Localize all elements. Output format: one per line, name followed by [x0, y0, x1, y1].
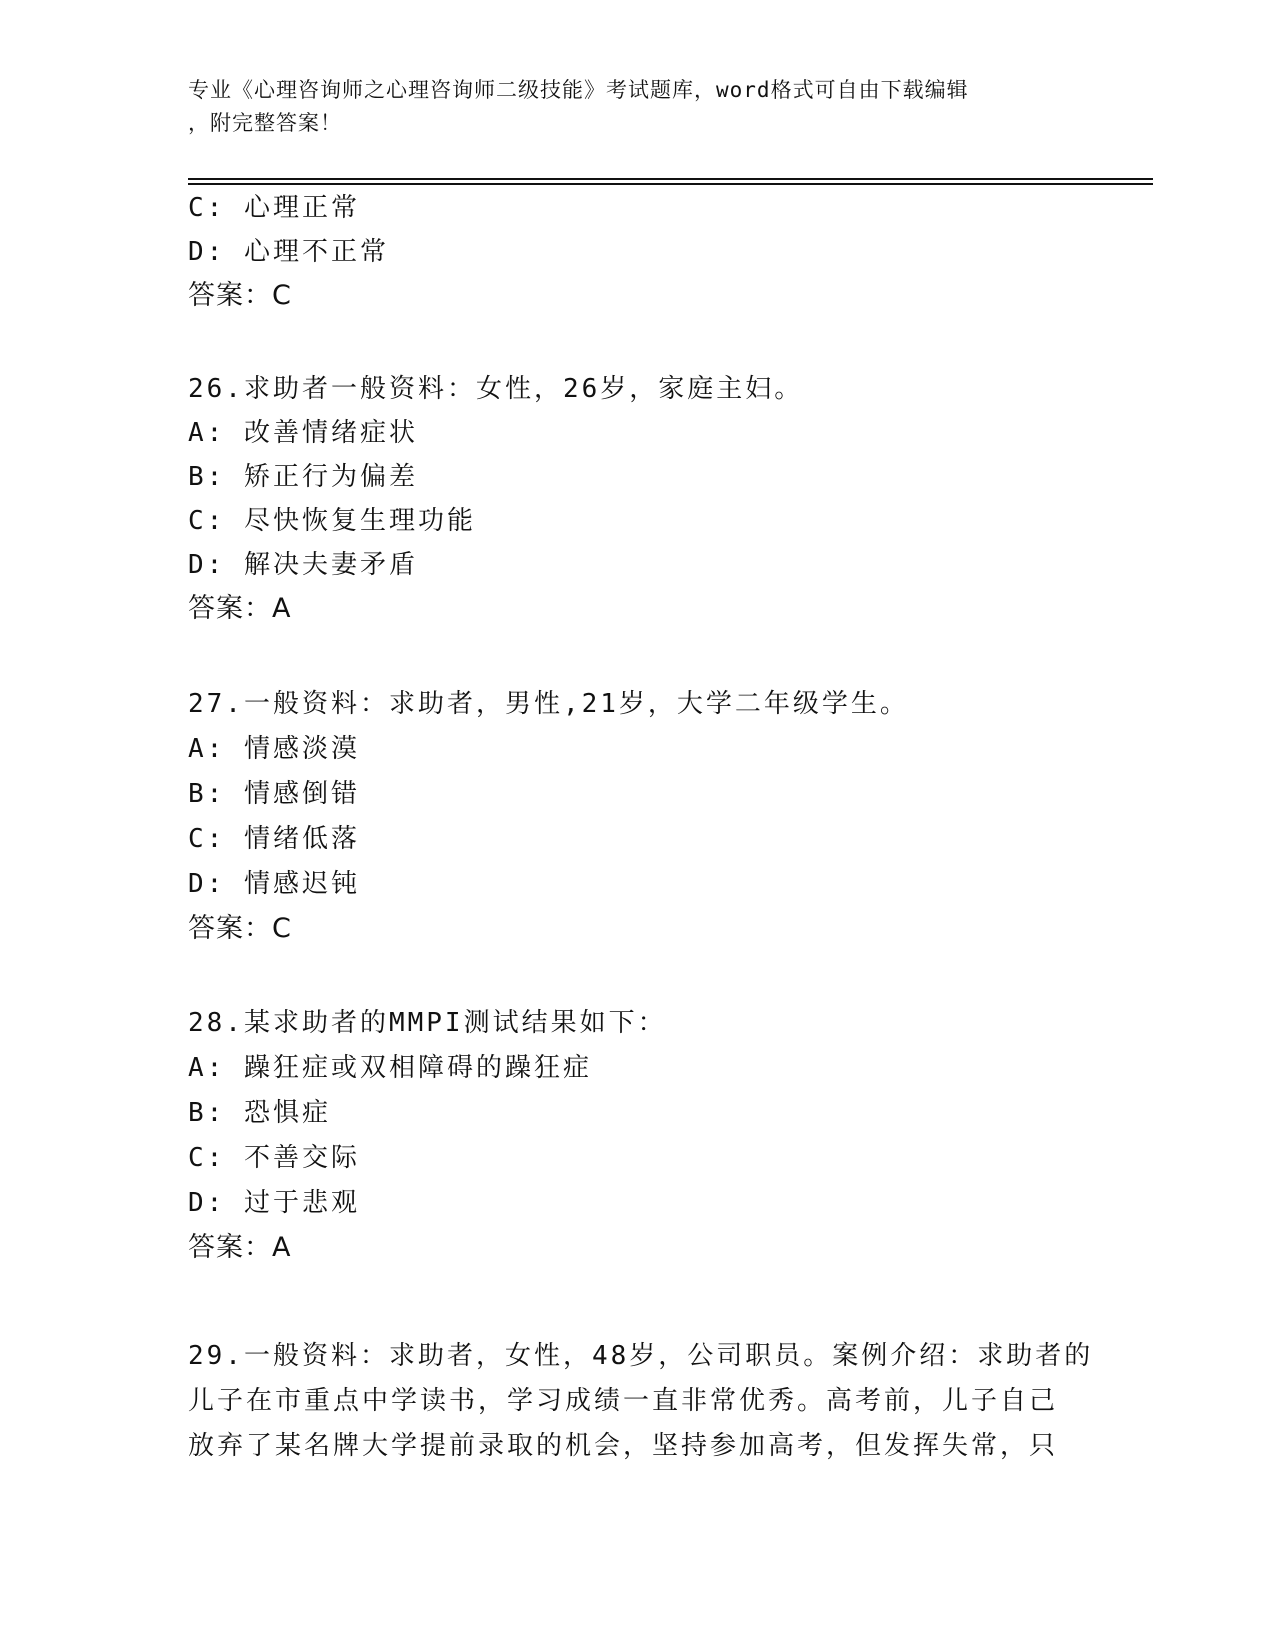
q28-option-a: A: 躁狂症或双相障碍的躁狂症 — [188, 1053, 592, 1083]
q26-answer: 答案：A — [188, 593, 292, 624]
header-line-2: ，附完整答案！ — [188, 111, 342, 135]
q29-line-1: 29.一般资料：求助者，女性，48岁，公司职员。案例介绍：求助者的 — [188, 1341, 1094, 1371]
q26-option-c: C: 尽快恢复生理功能 — [188, 506, 476, 536]
q26-question: 26.求助者一般资料：女性，26岁，家庭主妇。 — [188, 374, 804, 404]
q27-option-a: A: 情感淡漠 — [188, 734, 360, 764]
document-header — [188, 74, 1088, 140]
q25-option-d: D: 心理不正常 — [188, 237, 389, 267]
q27-question: 27.一般资料：求助者，男性,21岁，大学二年级学生。 — [188, 689, 909, 719]
q25-answer: 答案：C — [188, 280, 292, 311]
q26-option-a: A: 改善情绪症状 — [188, 418, 418, 448]
q26-option-d: D: 解决夫妻矛盾 — [188, 550, 418, 580]
q28-option-b: B: 恐惧症 — [188, 1098, 331, 1128]
q28-question: 28.某求助者的MMPI测试结果如下： — [188, 1008, 667, 1038]
header-line-1: 专业《心理咨询师之心理咨询师二级技能》考试题库，word格式可自由下载编辑 — [188, 78, 969, 102]
q26-option-b: B: 矫正行为偏差 — [188, 462, 418, 492]
q29-line-2: 儿子在市重点中学读书，学习成绩一直非常优秀。高考前，儿子自己 — [188, 1386, 1059, 1416]
header-divider-bottom — [188, 183, 1153, 185]
q29-line-3: 放弃了某名牌大学提前录取的机会，坚持参加高考，但发挥失常，只 — [188, 1431, 1059, 1461]
q28-option-c: C: 不善交际 — [188, 1143, 360, 1173]
q27-option-c: C: 情绪低落 — [188, 824, 360, 854]
q27-option-b: B: 情感倒错 — [188, 779, 360, 809]
q25-option-c: C: 心理正常 — [188, 193, 360, 223]
q28-answer: 答案：A — [188, 1232, 292, 1263]
q27-option-d: D: 情感迟钝 — [188, 869, 360, 899]
header-divider-top — [188, 178, 1153, 180]
q28-option-d: D: 过于悲观 — [188, 1188, 360, 1218]
q29-question — [188, 1334, 1094, 1469]
q27-answer: 答案：C — [188, 913, 292, 944]
